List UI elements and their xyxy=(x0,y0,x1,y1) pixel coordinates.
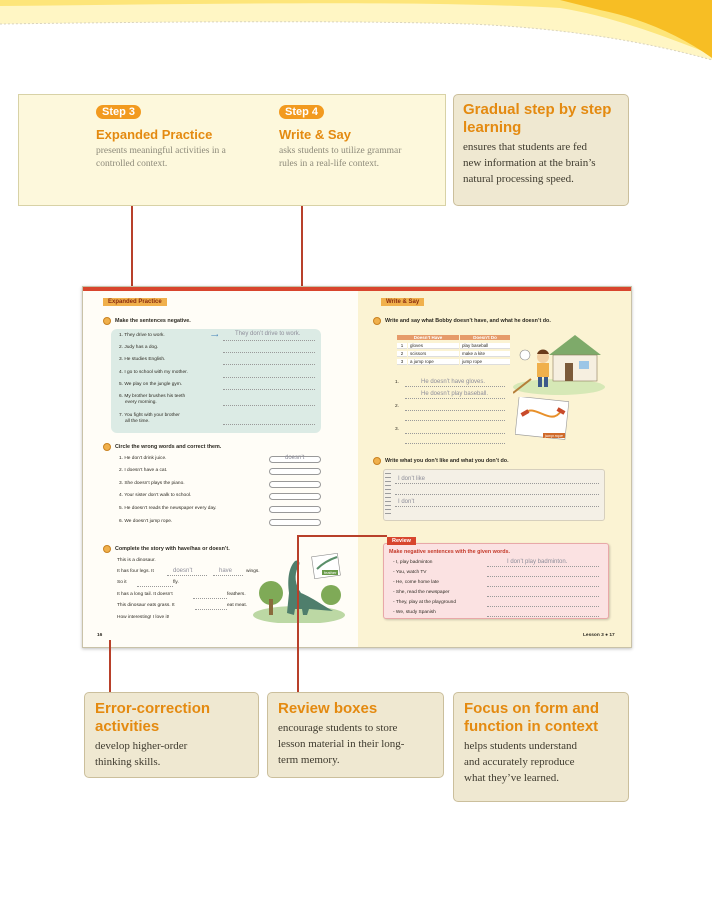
ex4-row1-have: gloves xyxy=(408,343,459,349)
gradual-text-line3: natural processing speed. xyxy=(463,173,574,185)
ex3-line-5: This dinosaur eats grass. It xyxy=(117,603,175,608)
connector-error xyxy=(109,640,111,692)
notebook-rings xyxy=(385,473,391,517)
ex2-item-3: 3. She doesn’t plays the piano. xyxy=(119,481,185,486)
star-icon xyxy=(373,317,381,325)
feather-label: feather xyxy=(324,570,337,575)
ex4-row3-have: a jump rope xyxy=(408,359,459,365)
review-item-5: - They, play at the playground xyxy=(393,600,457,605)
ex1-title: Make the sentences negative. xyxy=(115,318,191,324)
ex3-blank xyxy=(193,598,227,599)
ex4-line xyxy=(405,433,505,434)
right-page-tag: Write & Say xyxy=(381,298,424,306)
review-answer: I don’t play badminton. xyxy=(507,559,568,565)
ex4-line xyxy=(405,386,505,387)
ex3-line-2b: wings. xyxy=(246,569,260,574)
ex2-answer-box xyxy=(269,519,321,526)
ex4-line xyxy=(405,420,505,421)
ex4-line xyxy=(405,410,505,411)
review-line xyxy=(487,596,599,597)
error-callout xyxy=(84,692,259,778)
review-line xyxy=(487,606,599,607)
ex1-item-7a: 7. You fight with your brother xyxy=(119,413,180,418)
ex3-line-5b: eat meat. xyxy=(227,603,247,608)
review-line xyxy=(487,576,599,577)
ex3-blank xyxy=(137,586,173,587)
ex4-row3-do: jump rope xyxy=(460,359,510,365)
review-item-4: - She, read the newspaper xyxy=(393,590,450,595)
ex1-line xyxy=(223,405,315,406)
error-text-line1: develop higher-order xyxy=(95,740,188,752)
ex3-fill-2: have xyxy=(219,568,233,574)
arrow-icon: ⟶ xyxy=(211,333,219,339)
review-item-3: - He, come home late xyxy=(393,580,439,585)
ex5-title: Write what you don’t like and what you don’t do. xyxy=(385,458,509,464)
ex2-answer-box xyxy=(269,506,321,513)
review-line xyxy=(487,616,599,617)
ex1-item-3: 3. He studies English. xyxy=(119,357,166,362)
ex4-num-2: 2. xyxy=(395,404,400,409)
focus-title-line1: Focus on form and xyxy=(464,700,599,717)
step3-title: Expanded Practice xyxy=(96,127,213,142)
review-item-2: - You, watch TV xyxy=(393,570,427,575)
ex1-line xyxy=(223,424,315,425)
star-icon xyxy=(373,457,381,465)
review-callout-text-line2: lesson material in their long- xyxy=(278,738,405,750)
review-line xyxy=(487,586,599,587)
gradual-title-line2: learning xyxy=(463,119,522,136)
star-icon xyxy=(103,545,111,553)
gradual-text-line2: new information at the brain’s xyxy=(463,157,596,169)
book-spread xyxy=(82,286,632,648)
ex2-answer-box xyxy=(269,493,321,500)
focus-title-line2: function in context xyxy=(464,718,599,735)
left-page-number: 16 xyxy=(97,633,103,638)
ex3-line-4b: feathers. xyxy=(227,592,246,597)
dinosaur-picture xyxy=(253,549,345,623)
ex5-line-1: I don’t like xyxy=(398,476,426,482)
review-title: Make negative sentences with the given words. xyxy=(389,549,511,555)
ex2-item-1: 1. He don’t drink juice. xyxy=(119,456,167,461)
ex2-item-2: 2. I doesn’t have a cat. xyxy=(119,468,168,473)
ex4-row2-do: make a kite xyxy=(460,351,510,357)
right-page-number: Lesson 3 ● 17 xyxy=(583,633,615,638)
connector-step3 xyxy=(131,206,133,296)
star-icon xyxy=(103,443,111,451)
ex4-num-1: 1. xyxy=(395,380,400,385)
ex4-row3-num: 3 xyxy=(397,359,407,365)
ex3-blank xyxy=(167,575,207,576)
ex3-line-1: This is a dinosaur. xyxy=(117,558,156,563)
ex3-line-2: It has four legs. It xyxy=(117,569,154,574)
ex5-line xyxy=(395,483,599,484)
step3 xyxy=(96,102,266,171)
ex5-line xyxy=(395,506,599,507)
ex5-line-2: I don’t xyxy=(398,499,415,505)
ex1-line xyxy=(223,352,315,353)
step4-desc-line2: rules in a real-life context. xyxy=(279,159,379,169)
review-callout-text-line1: encourage students to store xyxy=(278,722,398,734)
review-tag: Review xyxy=(387,537,416,545)
ex1-item-5: 5. We play on the jungle gym. xyxy=(119,382,183,387)
error-text-line2: thinking skills. xyxy=(95,756,161,768)
ex3-line-3b: fly. xyxy=(173,580,179,585)
ex4-table-header-2: Doesn’t Do xyxy=(460,335,510,340)
step4-tag: Step 4 xyxy=(279,105,324,119)
gradual-callout xyxy=(453,94,629,206)
ex2-answer-box xyxy=(269,468,321,475)
connector-review-h xyxy=(297,535,387,537)
ex4-num-3: 3. xyxy=(395,427,400,432)
gradual-title-line1: Gradual step by step xyxy=(463,101,612,118)
gradual-text-line1: ensures that students are fed xyxy=(463,141,588,153)
error-title-line1: Error-correction xyxy=(95,700,211,717)
focus-text-line1: helps students understand xyxy=(464,740,578,752)
ex1-item-6a: 6. My brother brushes his teeth xyxy=(119,394,186,399)
ex1-item-4: 4. I go to school with my mother. xyxy=(119,370,188,375)
connector-review-v xyxy=(297,536,299,692)
ex2-item-6: 6. We doesn’t jump rope. xyxy=(119,519,173,524)
ex1-line xyxy=(223,340,315,341)
ex4-row2-have: scissors xyxy=(408,351,459,357)
review-line xyxy=(487,566,599,567)
ex3-blank xyxy=(213,575,243,576)
ex3-line-4: It has a long tail. It doesn’t xyxy=(117,592,173,597)
step3-desc-line1: presents meaningful activities in a xyxy=(96,146,226,156)
focus-text-line3: what they’ve learned. xyxy=(464,772,559,784)
jump-rope-label: jump rope xyxy=(545,433,563,438)
focus-callout xyxy=(453,692,629,802)
ex5-line xyxy=(395,494,599,495)
ex4-row1-do: play baseball xyxy=(460,343,510,349)
step3-tag: Step 3 xyxy=(96,105,141,119)
review-callout-title: Review boxes xyxy=(278,700,378,717)
ex1-answer: They don’t drive to work. xyxy=(235,331,301,337)
review-item-6: - We, study Spanish xyxy=(393,610,436,615)
ex3-fill-1: doesn’t xyxy=(173,568,193,574)
step4-title: Write & Say xyxy=(279,127,352,142)
top-red-bar xyxy=(83,287,632,291)
ex3-blank xyxy=(195,609,227,610)
ex1-item-1: 1. They drive to work. xyxy=(119,333,165,338)
review-callout-text-line3: term memory. xyxy=(278,754,340,766)
ex2-item-4: 4. Your sister don’t walk to school. xyxy=(119,493,192,498)
ex3-line-3: So it xyxy=(117,580,127,585)
ex4-table-header-1: Doesn’t Have xyxy=(397,335,459,340)
focus-text-line2: and accurately reproduce xyxy=(464,756,575,768)
ex3-title: Complete the story with have/has or doesn’t. xyxy=(115,546,230,552)
ex1-line xyxy=(223,377,315,378)
ex2-answer-box xyxy=(269,481,321,488)
ex4-row2-num: 2 xyxy=(397,351,407,357)
ex1-line xyxy=(223,364,315,365)
ex1-line xyxy=(223,389,315,390)
review-callout xyxy=(267,692,444,778)
ex4-line xyxy=(405,398,505,399)
ex1-item-7b: all the time. xyxy=(125,419,150,424)
step4 xyxy=(279,102,439,171)
ex1-item-6b: every morning. xyxy=(125,400,157,405)
step3-desc-line2: controlled context. xyxy=(96,159,168,169)
ex3-line-6: How interesting! I love it! xyxy=(117,615,170,620)
house-picture xyxy=(513,329,605,395)
ex4-line xyxy=(405,443,505,444)
ex2-item-5: 5. He doesn’t reads the newspaper every day. xyxy=(119,506,217,511)
ex4-row1-num: 1 xyxy=(397,343,407,349)
ex1-item-2: 2. Judy has a dog. xyxy=(119,345,159,350)
ex4-answer-1: He doesn’t have gloves. xyxy=(421,379,486,385)
star-icon xyxy=(103,317,111,325)
left-page-tag: Expanded Practice xyxy=(103,298,167,306)
top-banner xyxy=(0,0,712,75)
step4-desc-line1: asks students to utilize grammar xyxy=(279,146,402,156)
ex4-title: Write and say what Bobby doesn’t have, and what he doesn’t do. xyxy=(385,318,551,324)
ex2-title: Circle the wrong words and correct them. xyxy=(115,444,222,450)
ex4-answer-2: He doesn’t play baseball. xyxy=(421,391,489,397)
error-title-line2: activities xyxy=(95,718,160,735)
review-item-1: - I, play badminton xyxy=(393,560,433,565)
ex2-answer: doesn’t xyxy=(285,455,305,461)
